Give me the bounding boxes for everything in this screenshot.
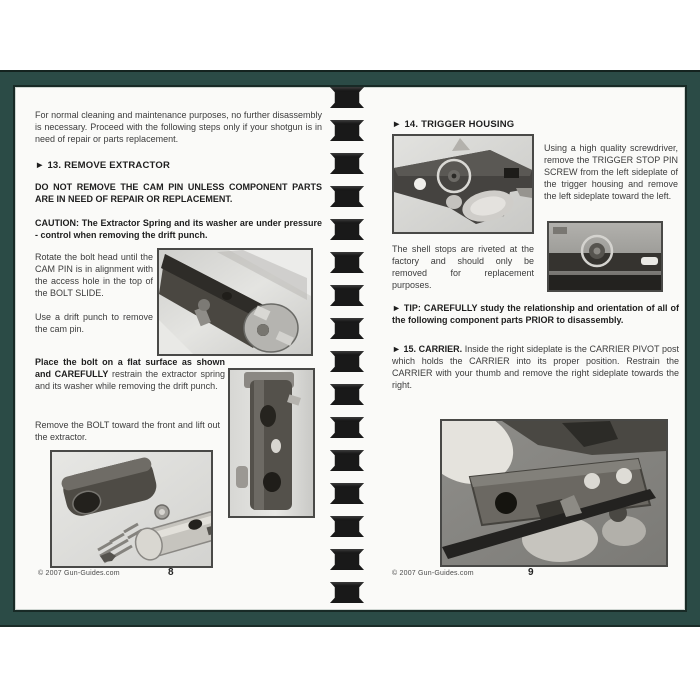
- binding-coil: [330, 252, 364, 273]
- drift-punch-paragraph: Use a drift punch to remove the cam pin.: [35, 312, 153, 334]
- section-13-heading: ► 13. REMOVE EXTRACTOR: [35, 160, 171, 171]
- binding-coil: [330, 549, 364, 570]
- bolt-on-flat-surface-photo: [228, 368, 315, 518]
- disassembled-bolt-parts-photo: [50, 450, 213, 568]
- trigger-housing-sideplate-photo: [392, 134, 534, 234]
- binding-coil: [330, 450, 364, 471]
- binding-coil: [330, 153, 364, 174]
- binding-coil: [330, 318, 364, 339]
- bolt-head-cam-pin-photo: [157, 248, 313, 356]
- binding-coil: [330, 582, 364, 603]
- binding-coil: [330, 351, 364, 372]
- section-14-heading: ► 14. TRIGGER HOUSING: [392, 119, 515, 130]
- binding-coil: [330, 384, 364, 405]
- right-page-number: 9: [528, 567, 534, 578]
- rotate-bolt-paragraph: Rotate the bolt head until the CAM PIN is in alignment with the access hole in the top of the BOLT SLIDE.: [35, 252, 153, 298]
- place-bolt-bold: Place the bolt on a flat surface as shown and CAREFULLY: [35, 357, 225, 379]
- shell-stop-rivet-photo: [547, 221, 663, 292]
- intro-paragraph: For normal cleaning and maintenance purposes, no further disassembly is necessary. Proceed with the following steps only if your shotgun is in need of repair or parts replacement.: [35, 110, 322, 144]
- carrier-hole: [495, 492, 517, 514]
- carrier-paragraph: [392, 344, 679, 392]
- binding-coil: [330, 186, 364, 207]
- place-bolt-paragraph: [35, 357, 225, 393]
- carrier-rest: Inside the right sideplate is the CARRIER PIVOT post which holds the CARRIER into its proper position. Restrain the CARRIER with your thumb and remove the right sideplate towards the right.: [392, 344, 680, 390]
- carrier-heading-inline: ► 15. CARRIER.: [392, 344, 463, 354]
- caution-paragraph: CAUTION: The Extractor Spring and its washer are under pressure - control when removing the drift punch.: [35, 218, 322, 240]
- right-copyright: © 2007 Gun-Guides.com: [392, 570, 474, 577]
- pin-hole: [414, 178, 426, 190]
- binding-coil: [330, 285, 364, 306]
- remove-bolt-paragraph: Remove the BOLT toward the front and lift out the extractor.: [35, 420, 220, 442]
- binding-coil: [330, 417, 364, 438]
- left-page-number: 8: [168, 567, 174, 578]
- thumb-restraining-carrier-photo: [440, 419, 668, 567]
- shell-stops-paragraph: The shell stops are riveted at the factory and should only be removed for replacement purposes.: [392, 244, 534, 290]
- spiral-binding: [330, 87, 364, 603]
- tip-paragraph: ► TIP: CAREFULLY study the relationship and orientation of all of the following component parts PRIOR to disassembly.: [392, 303, 679, 325]
- binding-coil: [330, 120, 364, 141]
- binding-coil: [330, 219, 364, 240]
- cam-pin-warning: DO NOT REMOVE THE CAM PIN UNLESS COMPONENT PARTS ARE IN NEED OF REPAIR OR REPLACEMENT.: [35, 182, 322, 204]
- binding-coil: [330, 483, 364, 504]
- binding-coil: [330, 87, 364, 108]
- left-copyright: © 2007 Gun-Guides.com: [38, 570, 120, 577]
- binding-coil: [330, 516, 364, 537]
- place-bolt-rest: restrain the extractor spring and its washer while removing the drift punch.: [35, 368, 225, 391]
- screwdriver-paragraph: Using a high quality screwdriver, remove the TRIGGER STOP PIN SCREW from the left sideplate of the trigger housing and remove the left sideplate toward the left.: [544, 143, 678, 201]
